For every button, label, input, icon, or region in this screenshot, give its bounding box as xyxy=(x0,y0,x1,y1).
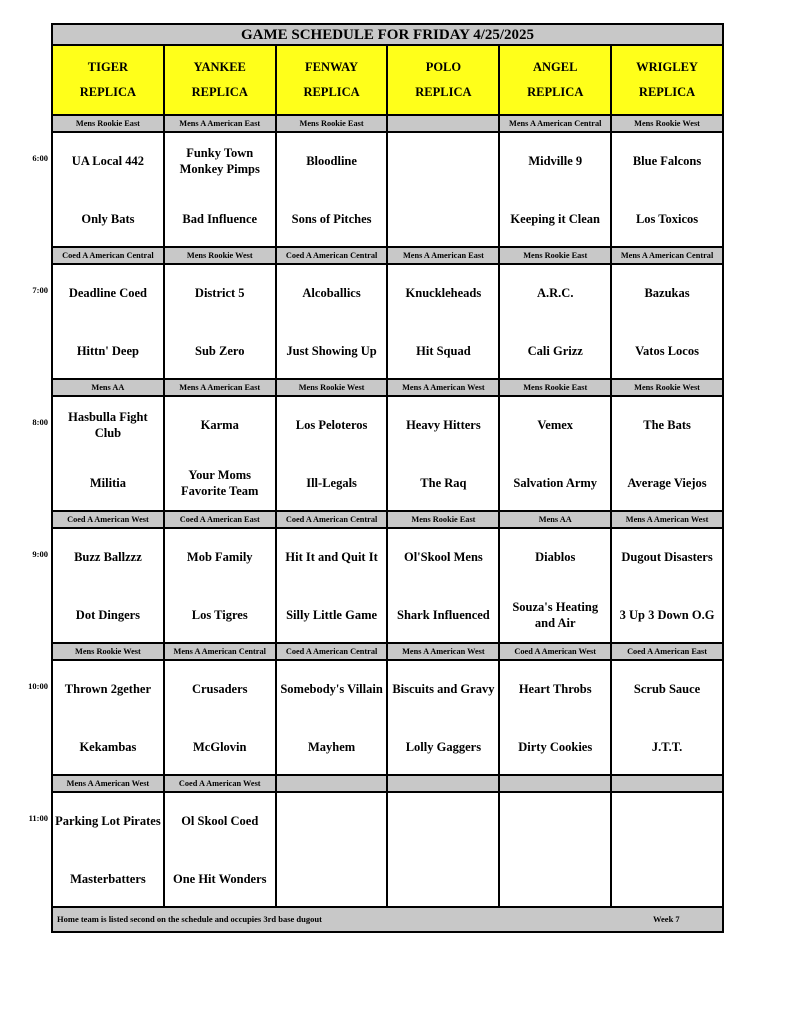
division-label: Mens Rookie East xyxy=(500,380,612,395)
field-header-row xyxy=(51,46,724,116)
home-team xyxy=(500,857,610,901)
away-team: UA Local 442 xyxy=(71,154,145,168)
time-label: 8:00 xyxy=(32,417,48,427)
away-team: Knuckleheads xyxy=(405,286,482,300)
division-row xyxy=(51,512,724,527)
home-team: Ill-Legals xyxy=(306,476,357,490)
away-team: The Bats xyxy=(643,418,691,432)
home-team-note: Home team is listed second on the schedule and occupies 3rd base dugout xyxy=(57,914,322,924)
home-team: Sons of Pitches xyxy=(291,212,372,226)
home-team: Salvation Army xyxy=(513,476,598,490)
away-team: Biscuits and Gravy xyxy=(392,682,495,696)
home-team: Cali Grizz xyxy=(527,344,583,358)
division-label: Coed A American Central xyxy=(277,512,389,527)
division-label: Coed A American West xyxy=(500,644,612,659)
home-team: Sub Zero xyxy=(195,344,245,358)
game-cell xyxy=(53,133,165,246)
home-team: The Raq xyxy=(420,476,467,490)
division-label: Mens Rookie West xyxy=(277,380,389,395)
field-sub: REPLICA xyxy=(303,85,360,99)
division-label: Mens A American West xyxy=(53,776,165,791)
home-team: Shark Influenced xyxy=(397,608,490,622)
home-team: Los Toxicos xyxy=(635,212,699,226)
division-label: Coed A American Central xyxy=(277,644,389,659)
game-cell xyxy=(388,661,500,774)
field-sub: REPLICA xyxy=(191,85,248,99)
game-cell xyxy=(277,133,389,246)
field-name: WRIGLEY xyxy=(636,60,698,74)
away-team: Funky Town Monkey Pimps xyxy=(179,146,260,176)
time-slot-block xyxy=(51,512,724,644)
away-team: Diablos xyxy=(535,550,576,564)
division-label: Mens A American Central xyxy=(165,644,277,659)
home-team: One Hit Wonders xyxy=(172,872,267,886)
away-team xyxy=(612,799,722,843)
time-label: 11:00 xyxy=(28,813,48,823)
division-label: Mens A American West xyxy=(625,515,709,524)
away-team: Heart Throbs xyxy=(518,682,592,696)
division-row xyxy=(51,380,724,395)
field-header-angel xyxy=(500,46,612,114)
game-cell xyxy=(165,397,277,510)
home-team: Your Moms Favorite Team xyxy=(181,468,259,498)
away-team: Hit It and Quit It xyxy=(285,550,378,564)
home-team xyxy=(388,857,498,901)
division-label: Mens Rookie East xyxy=(277,116,389,131)
away-team: Scrub Sauce xyxy=(633,682,701,696)
division-row xyxy=(51,116,724,131)
away-team: Somebody's Villain xyxy=(280,682,383,696)
game-cell xyxy=(612,793,722,906)
division-label: Mens Rookie West xyxy=(634,383,700,392)
home-team: McGlovin xyxy=(193,740,247,754)
game-cell xyxy=(612,133,722,246)
division-label: Coed A American Central xyxy=(53,248,165,263)
home-team xyxy=(612,857,722,901)
field-header-tiger xyxy=(53,46,165,114)
division-label: Mens A American West xyxy=(388,644,500,659)
away-team: A.R.C. xyxy=(536,286,574,300)
field-name: YANKEE xyxy=(193,60,246,74)
week-label: Week 7 xyxy=(653,914,680,924)
division-label xyxy=(388,116,500,131)
home-team: Lolly Gaggers xyxy=(405,740,482,754)
away-team: Vemex xyxy=(537,418,574,432)
game-cell xyxy=(165,661,277,774)
game-cell xyxy=(388,397,500,510)
home-team: Hit Squad xyxy=(416,344,471,358)
game-cell xyxy=(53,529,165,642)
away-team: Thrown 2gether xyxy=(64,682,152,696)
game-cell xyxy=(612,397,722,510)
home-team: Kekambas xyxy=(79,740,137,754)
game-cell xyxy=(277,529,389,642)
time-label: 10:00 xyxy=(28,681,48,691)
home-team: 3 Up 3 Down O.G xyxy=(619,608,715,622)
game-cell xyxy=(500,661,612,774)
division-label xyxy=(500,776,612,791)
field-sub: REPLICA xyxy=(527,85,584,99)
time-slot-block xyxy=(51,776,724,908)
division-row xyxy=(51,644,724,659)
away-team: Blue Falcons xyxy=(632,154,702,168)
division-label: Mens A American East xyxy=(165,380,277,395)
division-label: Mens AA xyxy=(53,380,165,395)
away-team xyxy=(388,799,498,843)
away-team: Bloodline xyxy=(306,154,357,168)
division-label: Mens A American Central xyxy=(620,251,714,260)
division-label: Coed A American East xyxy=(627,647,708,656)
time-label: 7:00 xyxy=(32,285,48,295)
home-team: Los Tigres xyxy=(191,608,248,622)
field-name: ANGEL xyxy=(533,60,578,74)
home-team: Bad Influence xyxy=(182,212,258,226)
division-label: Coed A American West xyxy=(53,512,165,527)
time-slot-blocks xyxy=(51,116,724,908)
home-team: Hittn' Deep xyxy=(76,344,139,358)
division-label: Mens Rookie West xyxy=(634,119,700,128)
division-label: Mens Rookie East xyxy=(53,116,165,131)
field-name: TIGER xyxy=(87,60,129,74)
away-team xyxy=(277,799,387,843)
division-label: Coed A American East xyxy=(165,512,277,527)
game-cell xyxy=(53,793,165,906)
division-label: Mens Rookie East xyxy=(500,248,612,263)
home-team: Militia xyxy=(89,476,126,490)
division-label: Mens Rookie West xyxy=(53,644,165,659)
home-team xyxy=(277,857,387,901)
home-team xyxy=(388,197,498,241)
time-slot-block xyxy=(51,116,724,248)
division-label xyxy=(388,776,500,791)
division-label: Mens Rookie West xyxy=(165,248,277,263)
home-team: Just Showing Up xyxy=(286,344,377,358)
schedule-sheet xyxy=(51,23,724,933)
game-cell xyxy=(277,661,389,774)
games-row xyxy=(51,131,724,248)
page-title: GAME SCHEDULE FOR FRIDAY 4/25/2025 xyxy=(51,23,724,46)
time-slot-block xyxy=(51,380,724,512)
away-team: Alcoballics xyxy=(302,286,361,300)
field-sub: REPLICA xyxy=(79,85,137,99)
division-label: Mens A American West xyxy=(388,380,500,395)
away-team: Buzz Ballzzz xyxy=(74,550,142,564)
field-name: POLO xyxy=(425,60,462,74)
game-cell xyxy=(53,265,165,378)
home-team: Average Viejos xyxy=(627,476,707,490)
division-label: Mens A American East xyxy=(165,116,277,131)
game-cell xyxy=(388,265,500,378)
away-team: Deadline Coed xyxy=(68,286,147,300)
away-team: District 5 xyxy=(194,286,245,300)
time-label: 6:00 xyxy=(32,153,48,163)
division-label: Mens A American Central xyxy=(500,116,612,131)
game-cell xyxy=(277,793,389,906)
games-row xyxy=(51,395,724,512)
away-team: Bazukas xyxy=(644,286,690,300)
game-cell xyxy=(165,133,277,246)
home-team: Dirty Cookies xyxy=(518,740,593,754)
away-team: Dugout Disasters xyxy=(621,550,713,564)
away-team: Crusaders xyxy=(191,682,248,696)
game-cell xyxy=(277,265,389,378)
away-team: Midville 9 xyxy=(528,154,583,168)
game-cell xyxy=(388,529,500,642)
game-cell xyxy=(500,265,612,378)
away-team xyxy=(500,799,610,843)
games-row xyxy=(51,791,724,908)
division-row xyxy=(51,248,724,263)
field-header-yankee xyxy=(165,46,277,114)
away-team: Mob Family xyxy=(186,550,253,564)
field-header-fenway xyxy=(277,46,389,114)
division-row xyxy=(51,776,724,791)
game-cell xyxy=(500,133,612,246)
field-name: FENWAY xyxy=(305,60,359,74)
away-team: Heavy Hitters xyxy=(406,418,481,432)
division-label: Coed A American Central xyxy=(277,248,389,263)
games-row xyxy=(51,263,724,380)
game-cell xyxy=(165,529,277,642)
away-team: Karma xyxy=(200,418,239,432)
away-team: Los Peloteros xyxy=(295,418,368,432)
home-team: Only Bats xyxy=(81,212,135,226)
game-cell xyxy=(388,133,500,246)
home-team: Mayhem xyxy=(307,740,356,754)
home-team: Vatos Locos xyxy=(635,344,699,358)
division-label xyxy=(612,776,722,791)
away-team xyxy=(388,139,498,183)
home-team: Keeping it Clean xyxy=(510,212,601,226)
game-cell xyxy=(612,529,722,642)
games-row xyxy=(51,659,724,776)
game-cell xyxy=(53,661,165,774)
game-cell xyxy=(500,529,612,642)
game-cell xyxy=(165,793,277,906)
division-label: Mens A American East xyxy=(388,248,500,263)
game-cell xyxy=(388,793,500,906)
home-team: Dot Dingers xyxy=(75,608,141,622)
away-team: Ol'Skool Mens xyxy=(403,550,483,564)
time-label: 9:00 xyxy=(32,549,48,559)
home-team: Silly Little Game xyxy=(286,608,378,622)
field-header-wrigley xyxy=(612,46,722,114)
division-label xyxy=(277,776,389,791)
game-cell xyxy=(500,397,612,510)
game-cell xyxy=(612,661,722,774)
away-team: Parking Lot Pirates xyxy=(55,814,161,828)
division-label: Coed A American West xyxy=(165,776,277,791)
game-cell xyxy=(53,397,165,510)
home-team: J.T.T. xyxy=(651,740,683,754)
home-team: Souza's Heating and Air xyxy=(512,600,599,630)
time-slot-block xyxy=(51,248,724,380)
game-cell xyxy=(612,265,722,378)
away-team: Ol Skool Coed xyxy=(181,814,259,828)
division-label: Mens AA xyxy=(500,512,612,527)
games-row xyxy=(51,527,724,644)
game-cell xyxy=(277,397,389,510)
field-header-polo xyxy=(388,46,500,114)
game-cell xyxy=(500,793,612,906)
footer-bar xyxy=(51,908,724,933)
away-team: Hasbulla Fight Club xyxy=(68,410,148,440)
field-sub: REPLICA xyxy=(415,85,472,99)
division-label: Mens Rookie East xyxy=(388,512,500,527)
home-team: Masterbatters xyxy=(70,872,146,886)
time-slot-block xyxy=(51,644,724,776)
game-cell xyxy=(165,265,277,378)
field-sub: REPLICA xyxy=(638,85,696,99)
